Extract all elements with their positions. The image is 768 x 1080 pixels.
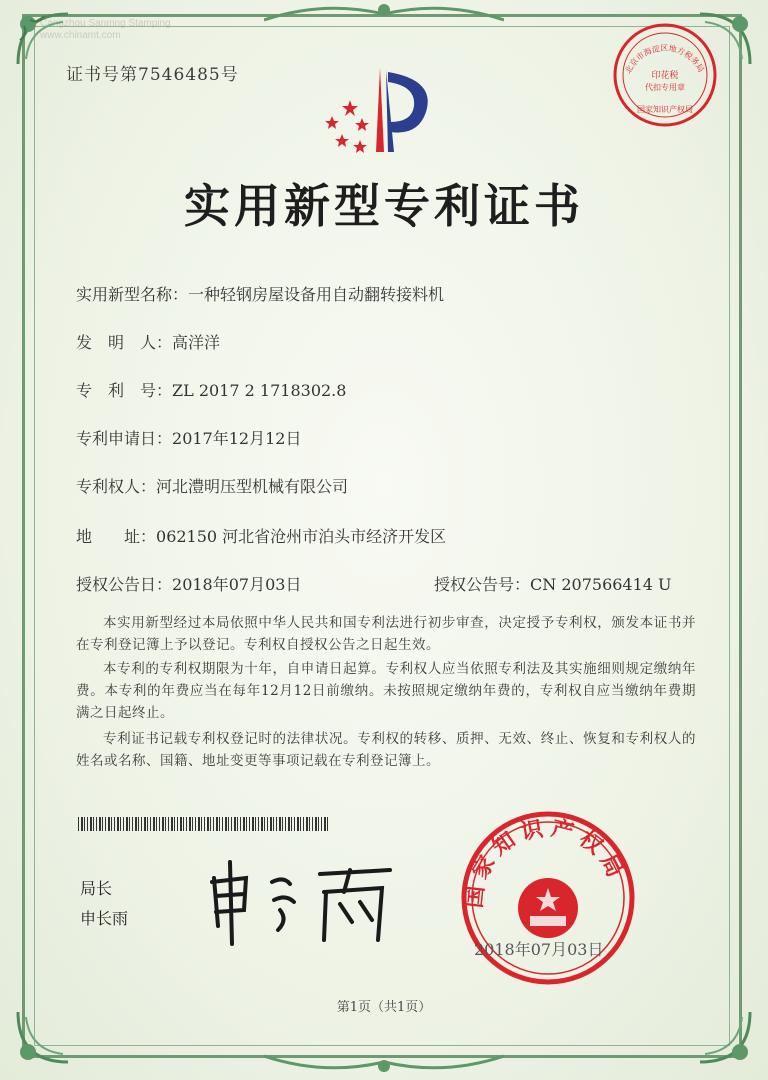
bottom-ornament-icon bbox=[264, 1050, 504, 1076]
field-label: 专利申请日： bbox=[76, 429, 173, 448]
certificate-title: 实用新型专利证书 bbox=[184, 179, 584, 233]
field-label: 授权公告号： bbox=[434, 575, 531, 594]
field-label: 专利权人： bbox=[76, 477, 157, 496]
field-value: 062150 河北省沧州市泊头市经济开发区 bbox=[156, 527, 447, 546]
top-ornament-icon bbox=[264, 0, 504, 26]
seal-date: 2018年07月03日 bbox=[474, 940, 604, 959]
field-label: 专 利 号： bbox=[76, 381, 173, 400]
tax-seal-arc-text: 北京市海淀区地方税务局 bbox=[623, 43, 706, 76]
director-title: 局长 bbox=[80, 879, 113, 898]
watermark-line2: www.chinamt.com bbox=[40, 30, 121, 41]
field-value: 2017年12月12日 bbox=[172, 429, 302, 448]
patent-office-logo-icon bbox=[318, 60, 448, 160]
paragraph-1: 本实用新型经过本局依照中华人民共和国专利法进行初步审查，决定授予专利权，颁发本证书并在专利登记簿上予以登记。专利权自授权公告之日起生效。 bbox=[76, 615, 696, 653]
field-patentee bbox=[76, 474, 348, 497]
signature-icon bbox=[200, 848, 400, 948]
field-label: 授权公告日： bbox=[76, 575, 173, 594]
tax-seal-center-line2: 代扣专用章 bbox=[645, 83, 685, 92]
field-value: CN 207566414 U bbox=[530, 575, 672, 594]
field-utility-model-name bbox=[76, 282, 444, 305]
field-value: 高洋洋 bbox=[172, 333, 221, 352]
paragraph-2: 本专利的专利权期限为十年，自申请日起算。专利权人应当依照专利法及其实施细则规定缴纳年费。本专利的年费应当在每年12月12日前缴纳。未按照规定缴纳年费的，专利权自应当缴纳年费期满之日起终止。 bbox=[76, 661, 696, 721]
tax-seal-bottom-text: 国家知识产权局 bbox=[637, 105, 693, 114]
field-label: 实用新型名称： bbox=[76, 285, 189, 304]
director-name: 申长雨 bbox=[80, 909, 129, 928]
field-label: 发 明 人： bbox=[76, 333, 173, 352]
certificate-number: 证书号第7546485号 bbox=[66, 65, 239, 85]
field-value: 2018年07月03日 bbox=[172, 575, 302, 594]
field-label: 地 址： bbox=[76, 527, 157, 546]
field-value: ZL 2017 2 1718302.8 bbox=[172, 381, 347, 400]
field-address bbox=[76, 524, 446, 547]
field-grant-date bbox=[76, 572, 301, 595]
watermark-line1: Cangzhou Sanmng Stamping bbox=[40, 18, 171, 29]
field-filing-date bbox=[76, 426, 301, 449]
tax-seal-center-line1: 印花税 bbox=[651, 71, 679, 81]
field-inventor bbox=[76, 330, 220, 353]
paragraph-3: 专利证书记载专利权登记时的法律状况。专利权的转移、质押、无效、终止、恢复和专利权人的姓名或名称、国籍、地址变更等事项记载在专利登记簿上。 bbox=[76, 731, 696, 769]
tax-seal-icon bbox=[610, 20, 720, 130]
page-footer: 第1页（共1页） bbox=[336, 1000, 432, 1015]
barcode bbox=[78, 817, 328, 831]
field-grant-number bbox=[434, 572, 672, 595]
field-patent-number bbox=[76, 378, 346, 401]
field-value: 河北澧明压型机械有限公司 bbox=[156, 477, 349, 496]
official-seal-icon bbox=[458, 808, 638, 988]
seal-arc-text: 国家知识产权局 bbox=[461, 815, 630, 910]
field-value: 一种轻钢房屋设备用自动翻转接料机 bbox=[188, 285, 445, 304]
